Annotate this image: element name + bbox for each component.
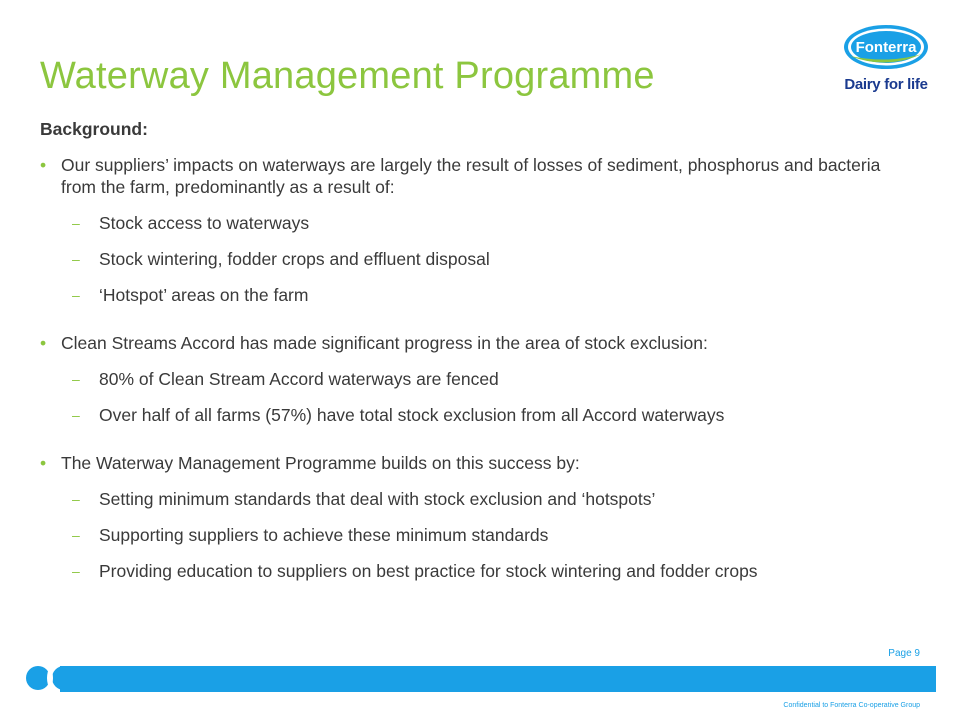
bullet-dot-icon: •	[40, 155, 47, 175]
logo-tagline: Dairy for life	[844, 76, 928, 93]
sub-bullet-item	[40, 248, 920, 270]
sub-bullet-text: ‘Hotspot’ areas on the farm	[99, 285, 309, 305]
dash-icon: –	[72, 371, 80, 387]
bullet-group-accord	[40, 332, 920, 426]
bullet-item	[40, 332, 920, 354]
sub-bullet-item	[40, 284, 920, 306]
dash-icon: –	[72, 287, 80, 303]
sub-bullet-item	[40, 560, 920, 582]
dash-icon: –	[72, 215, 80, 231]
background-heading: Background:	[40, 119, 148, 139]
dash-icon: –	[72, 251, 80, 267]
logo-brand-text: Fonterra	[855, 39, 917, 56]
bullet-dot-icon: •	[40, 333, 47, 353]
sub-bullet-text: Setting minimum standards that deal with stock exclusion and ‘hotspots’	[99, 489, 656, 509]
sub-bullet-text: Over half of all farms (57%) have total stock exclusion from all Accord waterways	[99, 405, 725, 425]
fonterra-logo	[836, 20, 936, 100]
slide-body	[40, 118, 920, 608]
dash-icon: –	[72, 527, 80, 543]
sub-bullet-text: Providing education to suppliers on best practice for stock wintering and fodder crops	[99, 561, 758, 581]
sub-bullet-text: 80% of Clean Stream Accord waterways are fenced	[99, 369, 499, 389]
bullet-group-programme	[40, 452, 920, 582]
fonterra-logo-mark	[836, 20, 936, 76]
sub-bullet-item	[40, 404, 920, 426]
bullet-item	[40, 452, 920, 474]
sub-bullet-item	[40, 488, 920, 510]
dash-icon: –	[72, 491, 80, 507]
dash-icon: –	[72, 407, 80, 423]
sub-bullet-text: Stock wintering, fodder crops and effluent disposal	[99, 249, 490, 269]
bullet-text: The Waterway Management Programme builds on this success by:	[61, 453, 580, 473]
bullet-text: Our suppliers’ impacts on waterways are largely the result of losses of sediment, phosphorus and bacteria from the farm, predominantly as a result of:	[61, 155, 881, 197]
page-title: Waterway Management Programme	[40, 55, 655, 97]
sub-bullet-item	[40, 368, 920, 390]
bullet-text: Clean Streams Accord has made significant progress in the area of stock exclusion:	[61, 333, 708, 353]
dash-icon: –	[72, 563, 80, 579]
sub-bullet-item	[40, 524, 920, 546]
footer-bar	[60, 666, 936, 692]
confidential-notice: Confidential to Fonterra Co-operative Group	[783, 702, 920, 709]
bullet-group-impacts	[40, 154, 920, 306]
bullet-dot-icon: •	[40, 453, 47, 473]
sub-bullet-item	[40, 212, 920, 234]
page-number: Page 9	[888, 648, 920, 659]
bullet-item	[40, 154, 920, 198]
sub-bullet-text: Supporting suppliers to achieve these minimum standards	[99, 525, 549, 545]
sub-bullet-text: Stock access to waterways	[99, 213, 310, 233]
